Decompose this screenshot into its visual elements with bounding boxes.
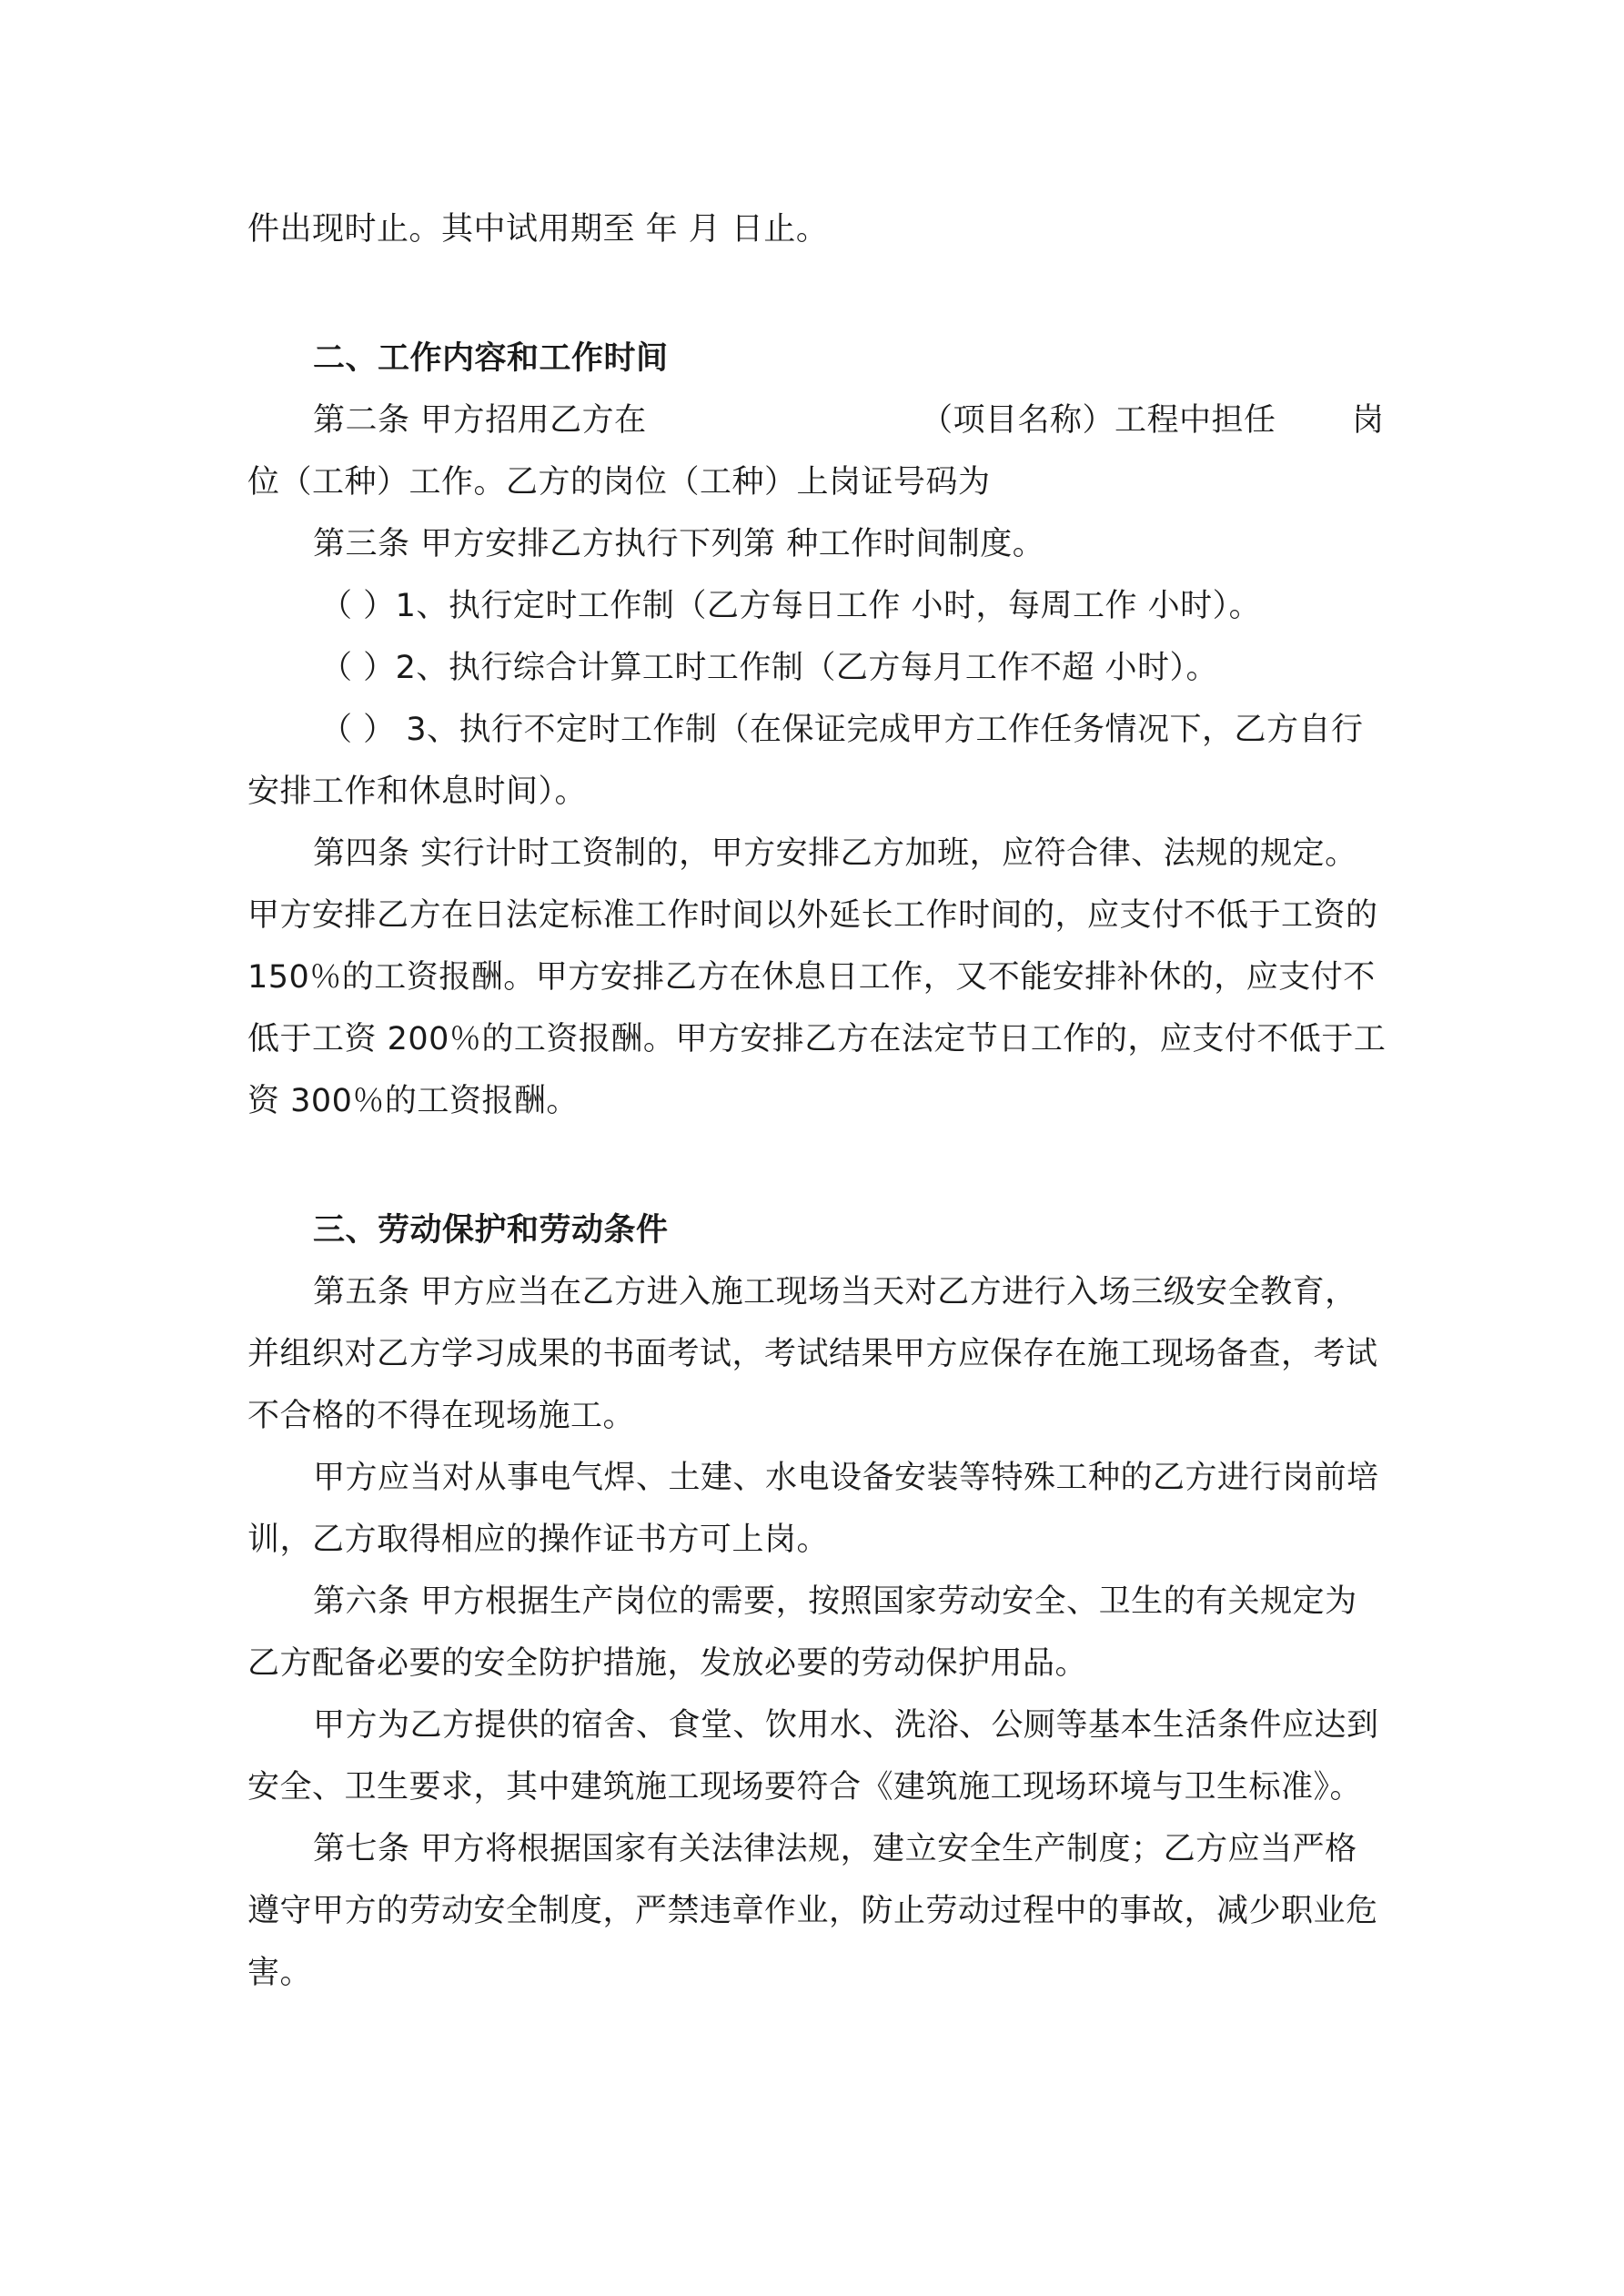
article-2-part-b: （项目名称）工程中担任 <box>921 402 1276 439</box>
article-4-line-1: 第四条 实行计时工资制的，甲方安排乙方加班，应符合律、法规的规定。 <box>313 835 1357 872</box>
article-4-line-3: 150％的工资报酬。甲方安排乙方在休息日工作，又不能安排补休的，应支付不 <box>247 959 1376 996</box>
article-5-line-1: 第五条 甲方应当在乙方进入施工现场当天对乙方进行入场三级安全教育， <box>313 1274 1357 1310</box>
section-2-heading: 二、工作内容和工作时间 <box>313 340 669 377</box>
article-4-line-2: 甲方安排乙方在日法定标准工作时间以外延长工作时间的，应支付不低于工资的 <box>247 897 1378 934</box>
article-7-line-3: 害。 <box>247 1955 313 1991</box>
article-5-para-2-line-1: 甲方应当对从事电气焊、土建、水电设备安装等特殊工种的乙方进行岗前培 <box>313 1460 1379 1496</box>
work-hours-option-2: （ ）2、执行综合计算工时工作制（乙方每月工作不超 小时）。 <box>320 650 1219 686</box>
article-7-line-2: 遵守甲方的劳动安全制度，严禁违章作业，防止劳动过程中的事故，减少职业危 <box>247 1893 1378 1929</box>
work-hours-option-1: （ ）1、执行定时工作制（乙方每日工作 小时，每周工作 小时）。 <box>320 588 1262 624</box>
article-2-part-a: 第二条 甲方招用乙方在 <box>313 402 647 439</box>
article-4-line-5: 资 300％的工资报酬。 <box>247 1083 579 1119</box>
article-2-part-c: 岗 <box>1352 402 1385 439</box>
article-7-line-1: 第七条 甲方将根据国家有关法律法规，建立安全生产制度；乙方应当严格 <box>313 1831 1357 1867</box>
trial-period-line: 件出现时止。其中试用期至 年 月 日止。 <box>247 211 829 248</box>
work-hours-option-3-line-2: 安排工作和休息时间）。 <box>247 774 588 810</box>
work-hours-option-3-line-1: （ ） 3、执行不定时工作制（在保证完成甲方工作任务情况下，乙方自行 <box>320 712 1364 748</box>
article-6-para-2-line-1: 甲方为乙方提供的宿舍、食堂、饮用水、洗浴、公厕等基本生活条件应达到 <box>313 1707 1379 1744</box>
article-2-line-2: 位（工种）工作。乙方的岗位（工种）上岗证号码为 <box>247 464 991 501</box>
article-5-line-2: 并组织对乙方学习成果的书面考试，考试结果甲方应保存在施工现场备查，考试 <box>247 1336 1378 1372</box>
article-4-line-4: 低于工资 200％的工资报酬。甲方安排乙方在法定节日工作的，应支付不低于工 <box>247 1021 1387 1057</box>
article-6-line-1: 第六条 甲方根据生产岗位的需要，按照国家劳动安全、卫生的有关规定为 <box>313 1583 1357 1620</box>
article-6-line-2: 乙方配备必要的安全防护措施，发放必要的劳动保护用品。 <box>247 1645 1088 1682</box>
article-5-line-3: 不合格的不得在现场施工。 <box>247 1398 636 1434</box>
article-5-para-2-line-2: 训，乙方取得相应的操作证书方可上岗。 <box>247 1522 830 1558</box>
article-3-line: 第三条 甲方安排乙方执行下列第 种工作时间制度。 <box>313 526 1045 562</box>
section-3-heading: 三、劳动保护和劳动条件 <box>313 1212 669 1249</box>
article-6-para-2-line-2: 安全、卫生要求，其中建筑施工现场要符合《建筑施工现场环境与卫生标准》。 <box>247 1769 1363 1805</box>
